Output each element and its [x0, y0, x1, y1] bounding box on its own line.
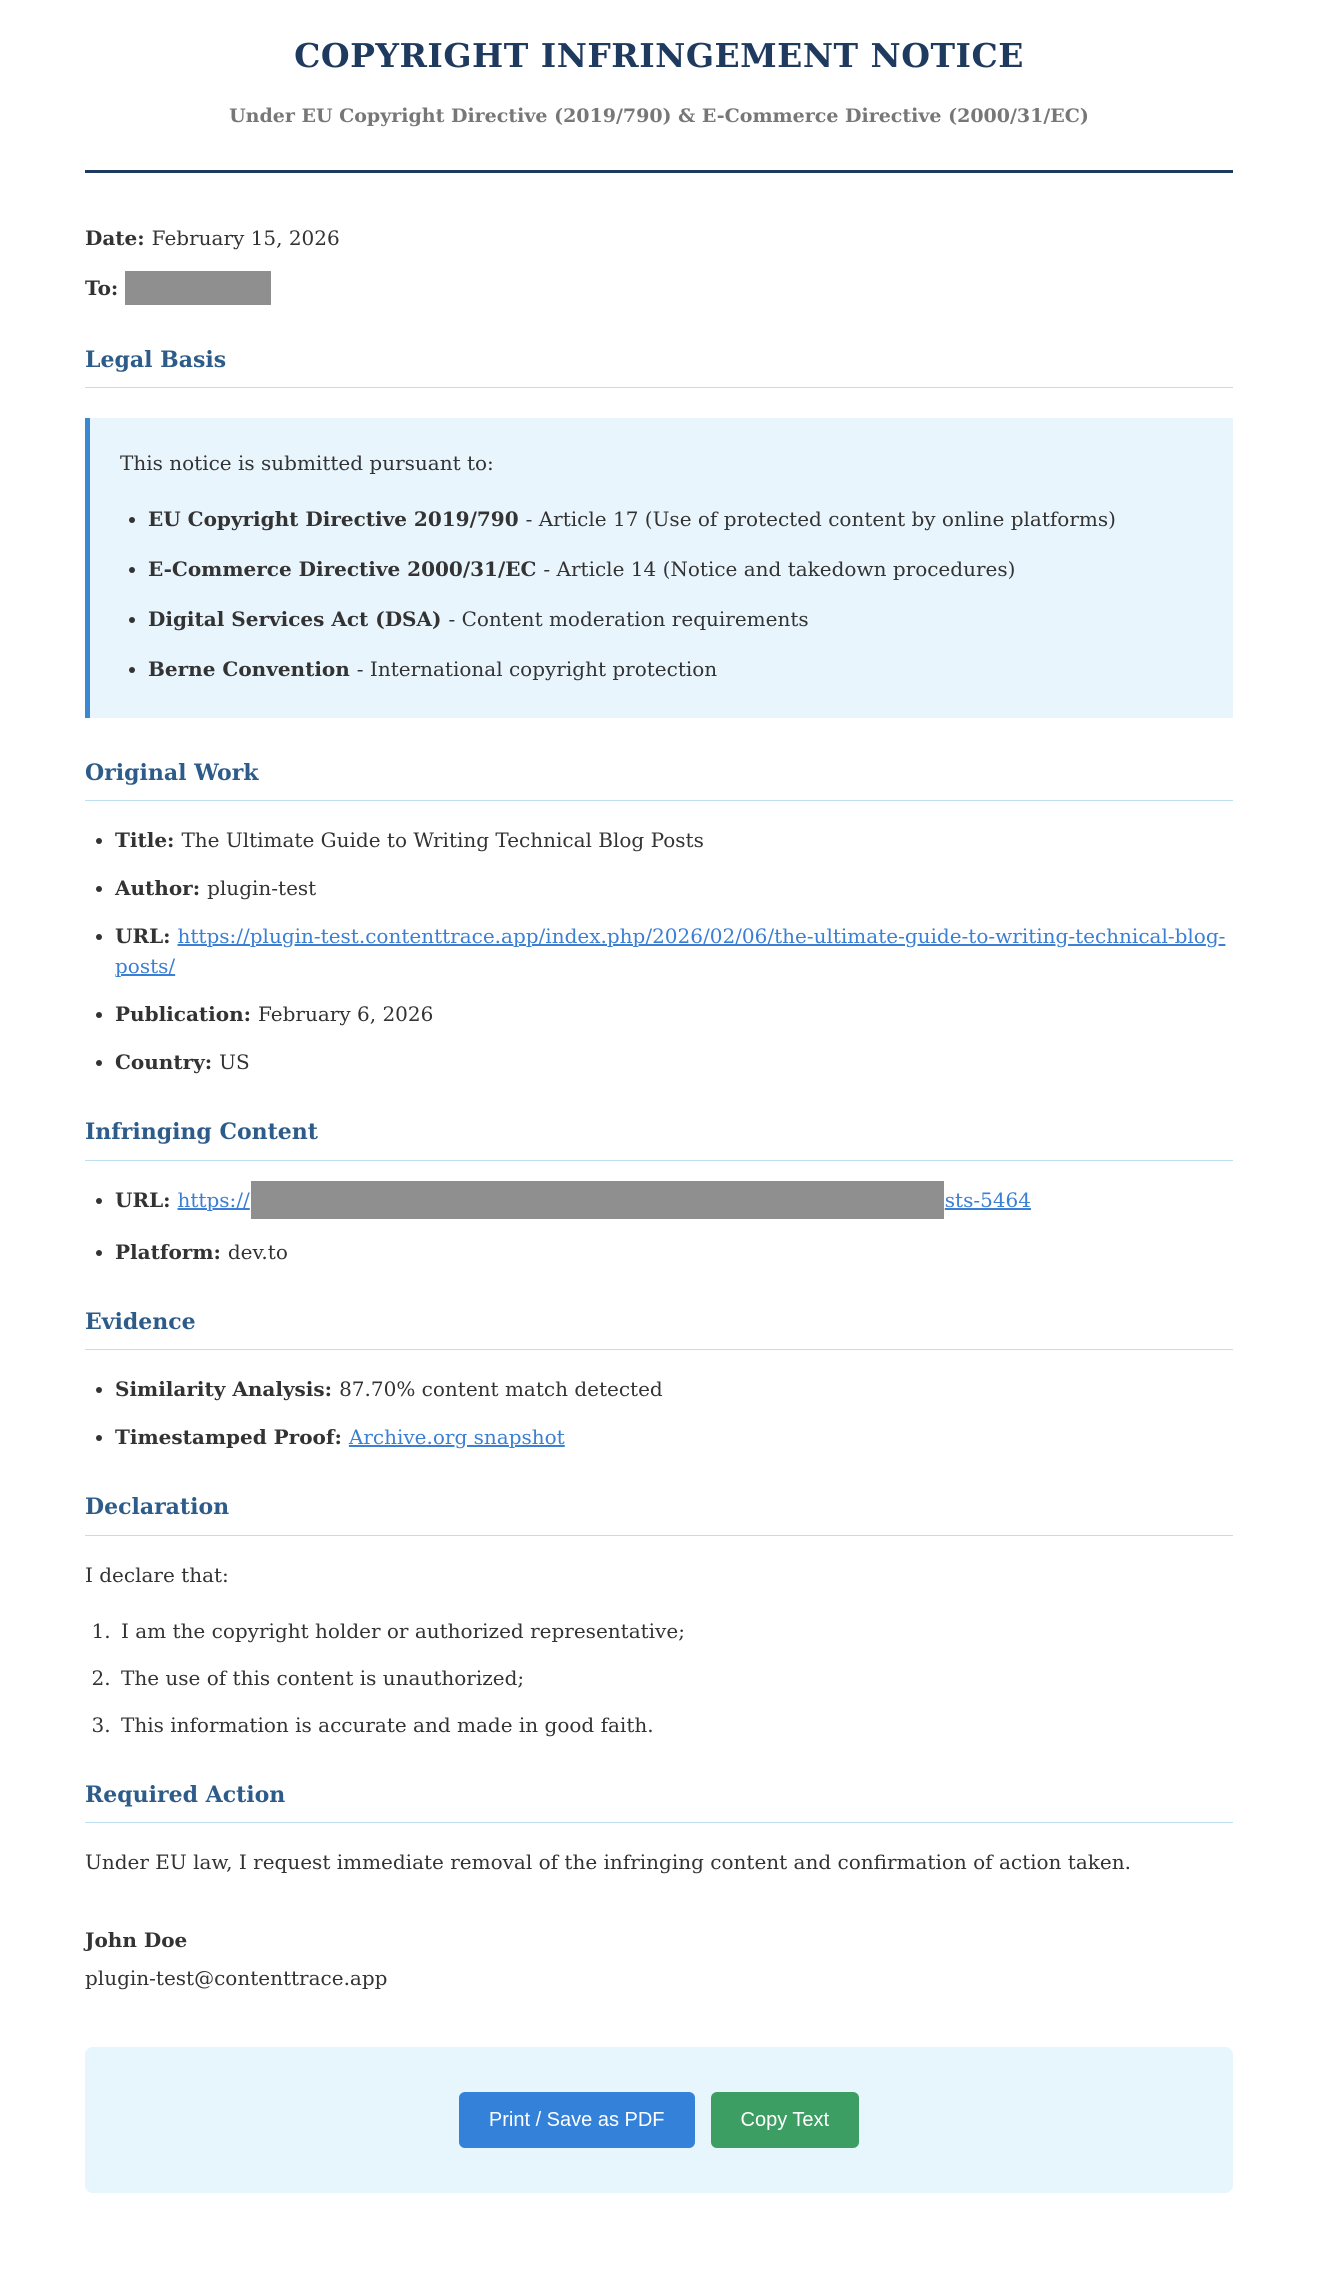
- url-label: URL:: [115, 924, 171, 949]
- list-item: [115, 873, 1233, 903]
- legal-desc: - Content moderation requirements: [448, 606, 809, 631]
- copy-text-button[interactable]: Copy Text: [711, 2092, 860, 2148]
- list-item: [115, 1047, 1233, 1077]
- legal-term: Digital Services Act (DSA): [148, 606, 442, 631]
- document-header: [85, 36, 1233, 173]
- publication-value: February 6, 2026: [258, 1002, 434, 1027]
- section-heading-declaration: Declaration: [85, 1494, 1233, 1535]
- title-label: Title:: [115, 828, 175, 853]
- evidence-list: [85, 1374, 1233, 1452]
- redacted-recipient-box: [125, 271, 271, 305]
- required-action-text: Under EU law, I request immediate removal of the infringing content and confirmation of action taken.: [85, 1849, 1131, 1874]
- proof-label: Timestamped Proof:: [115, 1425, 342, 1450]
- infringing-url-link[interactable]: [178, 1188, 1031, 1212]
- list-item: 2. The use of this content is unauthorized;: [117, 1663, 1233, 1693]
- section-heading-required-action: Required Action: [85, 1782, 1233, 1823]
- legal-term: Berne Convention: [148, 656, 350, 681]
- title-value: The Ultimate Guide to Writing Technical Blog Posts: [181, 828, 704, 853]
- list-item: [148, 504, 1203, 534]
- publication-label: Publication:: [115, 1002, 251, 1027]
- declaration-intro: I declare that:: [85, 1562, 229, 1587]
- list-item: [115, 999, 1233, 1029]
- date-value: February 15, 2026: [151, 226, 340, 251]
- platform-label: Platform:: [115, 1239, 221, 1264]
- list-item: [148, 554, 1203, 584]
- legal-desc: - Article 17 (Use of protected content by online platforms): [525, 506, 1116, 531]
- list-item: [115, 1374, 1233, 1404]
- section-heading-evidence: Evidence: [85, 1309, 1233, 1350]
- list-item: 3. This information is accurate and made in good faith.: [117, 1710, 1233, 1740]
- print-save-pdf-button[interactable]: Print / Save as PDF: [459, 2092, 695, 2148]
- author-label: Author:: [115, 876, 201, 901]
- to-label: To:: [85, 276, 119, 301]
- original-work-list: [85, 825, 1233, 1077]
- list-item: 1. I am the copyright holder or authorized representative;: [117, 1616, 1233, 1646]
- list-item: [115, 1185, 1233, 1219]
- archive-snapshot-link[interactable]: Archive.org snapshot: [348, 1425, 565, 1450]
- section-heading-original-work: Original Work: [85, 760, 1233, 801]
- list-item: [115, 825, 1233, 855]
- infringing-content-list: [85, 1185, 1233, 1267]
- similarity-value: 87.70% content match detected: [339, 1377, 663, 1402]
- signature-email: plugin-test@contenttrace.app: [85, 1965, 388, 1990]
- recipient-line: [85, 273, 1233, 305]
- legal-basis-info-box: [85, 418, 1233, 718]
- url-label: URL:: [115, 1188, 171, 1213]
- country-label: Country:: [115, 1050, 213, 1075]
- page-subtitle: Under EU Copyright Directive (2019/790) & E-Commerce Directive (2000/31/EC): [229, 104, 1089, 127]
- legal-term: EU Copyright Directive 2019/790: [148, 506, 519, 531]
- country-value: US: [219, 1050, 250, 1075]
- date-line: [85, 223, 1233, 253]
- legal-basis-list: [120, 504, 1203, 684]
- date-label: Date:: [85, 226, 145, 251]
- section-heading-infringing-content: Infringing Content: [85, 1119, 1233, 1160]
- infringing-url-suffix: sts-5464: [944, 1188, 1031, 1213]
- legal-desc: - International copyright protection: [356, 656, 718, 681]
- list-item: [148, 654, 1203, 684]
- infringing-url-prefix: https://: [177, 1188, 250, 1213]
- declaration-list: [85, 1616, 1233, 1740]
- author-value: plugin-test: [207, 876, 317, 901]
- redacted-url-box: [251, 1181, 944, 1219]
- signature-name: John Doe: [85, 1927, 188, 1952]
- legal-desc: - Article 14 (Notice and takedown procedures): [543, 556, 1016, 581]
- legal-basis-intro: This notice is submitted pursuant to:: [120, 450, 494, 475]
- list-item: [115, 921, 1233, 981]
- similarity-label: Similarity Analysis:: [115, 1377, 333, 1402]
- legal-term: E-Commerce Directive 2000/31/EC: [148, 556, 537, 581]
- list-item: [115, 1422, 1233, 1452]
- action-bar: [85, 2047, 1233, 2193]
- original-work-url-link[interactable]: https://plugin-test.contenttrace.app/index.php/2026/02/06/the-ultimate-guide-to-writing-technical-blog-posts/: [115, 924, 1226, 979]
- section-heading-legal-basis: Legal Basis: [85, 347, 1233, 388]
- list-item: [148, 604, 1203, 634]
- platform-value: dev.to: [227, 1239, 288, 1264]
- list-item: [115, 1237, 1233, 1267]
- page-title: COPYRIGHT INFRINGEMENT NOTICE: [294, 36, 1024, 75]
